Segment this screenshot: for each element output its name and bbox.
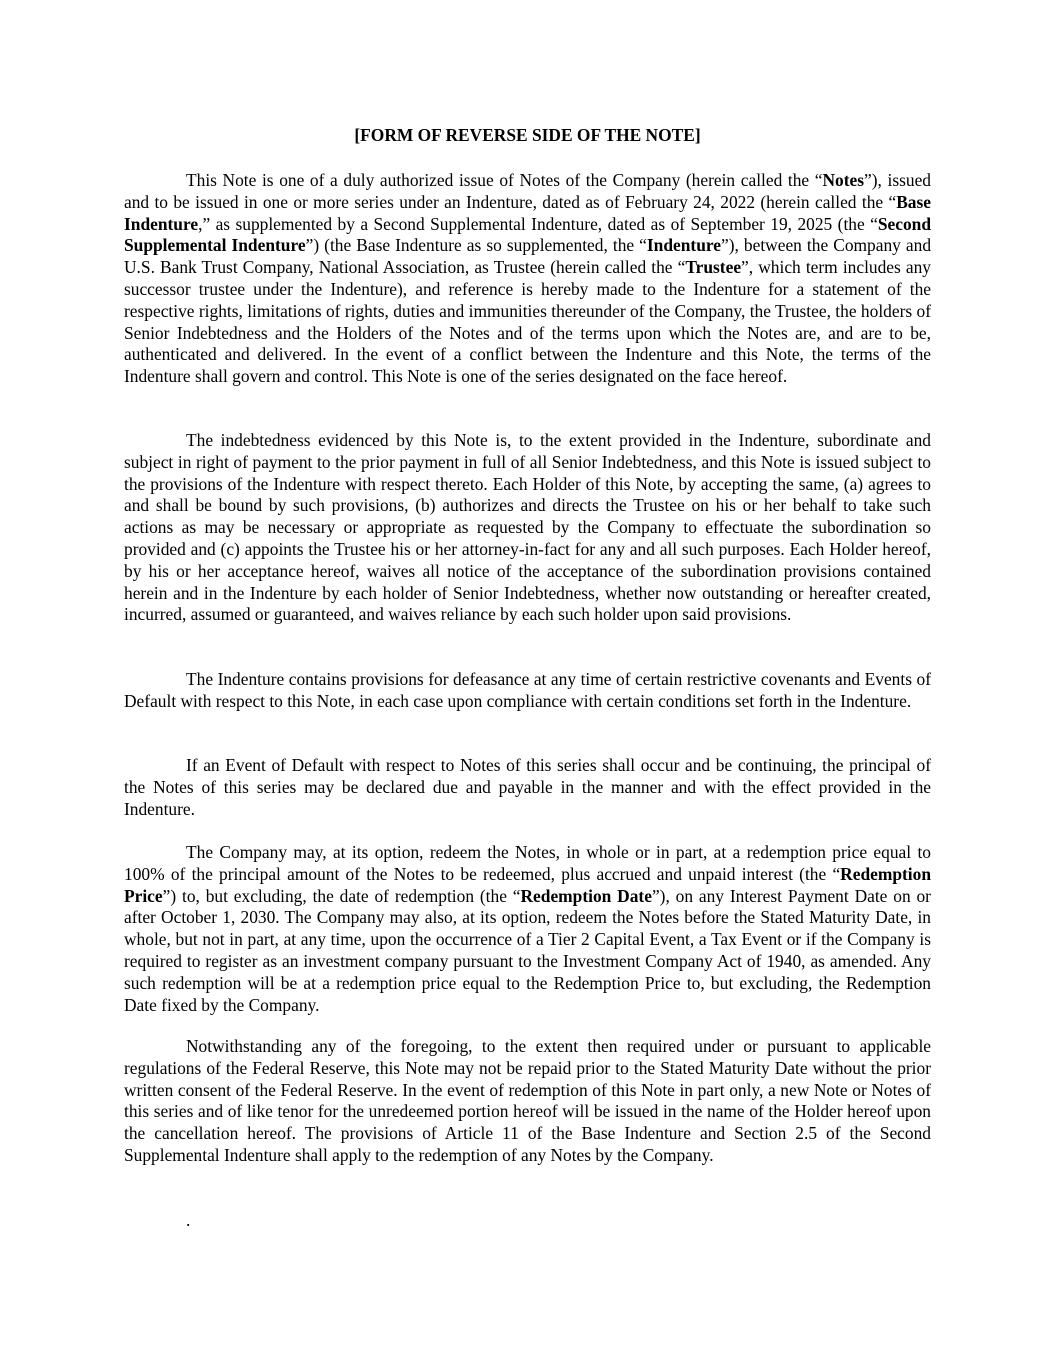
term-trustee: Trustee — [685, 257, 742, 278]
paragraph-note-description — [124, 170, 931, 388]
term-redemption-date: Redemption Date — [520, 885, 652, 906]
paragraph-event-of-default: If an Event of Default with respect to Notes of this series shall occur and be continuing, the principal of the Notes of this series may be declared due and payable in the manner and with the effect provided in the Indenture. — [124, 755, 931, 819]
p1-text-f: ”), between the Company and U.S. Bank Trust Company, National Association, as Trustee (herein called the “ — [124, 235, 932, 278]
term-second-supplemental-indenture: Second Supplemental Indenture — [124, 213, 931, 256]
term-base-indenture: Base Indenture — [124, 191, 931, 234]
p5-text-a: The Company may, at its option, redeem the Notes, in whole or in part, at a redemption price equal to 100% of the principal amount of the Notes to be redeemed, plus accrued and unpaid interest (the “ — [124, 842, 931, 884]
page-title: [FORM OF REVERSE SIDE OF THE NOTE] — [354, 125, 701, 145]
p1-text-e: ”) (the Base Indenture as so supplemented, the “ — [305, 235, 647, 256]
paragraph-defeasance: The Indenture contains provisions for defeasance at any time of certain restrictive covenants and Events of Default with respect to this Note, in each case upon compliance with certain conditions set forth in the Indenture. — [124, 669, 931, 711]
paragraph-federal-reserve: Notwithstanding any of the foregoing, to the extent then required under or pursuant to applicable regulations of the Federal Reserve, this Note may not be repaid prior to the Stated Maturity Date without the prior written consent of the Federal Reserve. In the event of redemption of this Note in part only, a new Note or Notes of this series and of like tenor for the unredeemed portion hereof will be issued in the name of the Holder hereof upon the cancellation hereof. The provisions of Article 11 of the Base Indenture and Section 2.5 of the Second Supplemental Indenture shall apply to the redemption of any Notes by the Company. — [124, 1036, 931, 1165]
term-indenture: Indenture — [646, 235, 721, 256]
p1-text-g: ”, which term includes any successor trustee under the Indenture), and reference is hereby made to the Indenture for a statement of the respective rights, limitations of rights, duties and immunities thereunder of the Company, the Trustee, the holders of Senior Indebtedness and the Holders of the Notes and of the terms upon which the Notes are, and are to be, authenticated and delivered. In the event of a conflict between the Indenture and this Note, the terms of the Indenture shall govern and control. This Note is one of the series designated on the face hereof. — [124, 257, 932, 387]
p1-text-d: ,” as supplemented by a Second Supplemental Indenture, dated as of September 19, 2025 (the “ — [198, 213, 878, 234]
paragraph-subordination: The indebtedness evidenced by this Note is, to the extent provided in the Indenture, subordinate and subject in right of payment to the prior payment in full of all Senior Indebtedness, and this Note is issued subject to the provisions of the Indenture with respect thereto. Each Holder of this Note, by accepting the same, (a) agrees to and shall be bound by such provisions, (b) authorizes and directs the Trustee on his or her behalf to take such actions as may be necessary or appropriate as requested by the Company to effectuate the subordination so provided and (c) appoints the Trustee his or her attorney-in-fact for any and all such purposes. Each Holder hereof, by his or her acceptance hereof, waives all notice of the acceptance of the subordination provisions contained herein and in the Indenture by each holder of Senior Indebtedness, whether now outstanding or hereafter created, incurred, assumed or guaranteed, and waives reliance by each such holder upon said provisions. — [124, 430, 931, 625]
p1-text-a: This Note is one of a duly authorized issue of Notes of the Company (herein called the “ — [186, 170, 823, 190]
p1-text-c: ”), issued and to be issued in one or more series under an Indenture, dated as of February 24, 2022 (herein called the “ — [124, 170, 932, 212]
term-redemption-price: Redemption Price — [124, 863, 931, 906]
p5-text-c: ”) to, but excluding, the date of redemption (the “ — [162, 885, 521, 906]
paragraph-redemption — [124, 842, 931, 1016]
trailing-mark: . — [186, 1210, 191, 1230]
p5-text-d: ”), on any Interest Payment Date on or after October 1, 2030. The Company may also, at its option, redeem the Notes before the Stated Maturity Date, in whole, but not in part, at any time, upon the occurrence of a Tier 2 Capital Event, a Tax Event or if the Company is required to register as an investment company pursuant to the Investment Company Act of 1940, as amended. Any such redemption will be at a redemption price equal to the Redemption Price to, but excluding, the Redemption Date fixed by the Company. — [124, 885, 931, 1015]
term-notes: Notes — [822, 170, 865, 190]
